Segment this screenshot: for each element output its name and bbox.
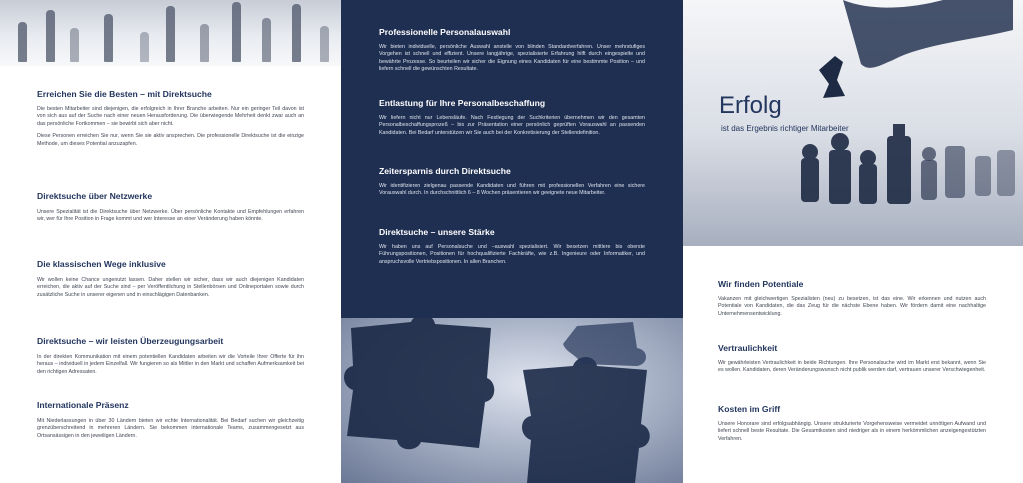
section-title: Professionelle Personalauswahl	[379, 27, 511, 37]
section-title: Kosten im Griff	[718, 404, 781, 414]
section-body	[718, 421, 986, 443]
chess-photo	[683, 0, 1023, 246]
section-body	[37, 209, 304, 224]
section-body	[37, 354, 304, 376]
crowd-photo	[0, 0, 341, 66]
hero-subtitle: ist das Ergebnis richtiger Mitarbeiter	[721, 124, 849, 133]
panel-right	[683, 0, 1023, 483]
puzzle-pieces-illustration	[341, 318, 683, 483]
section-title: Internationale Präsenz	[37, 400, 129, 410]
section-title: Erreichen Sie die Besten – mit Direktsuche	[37, 89, 212, 99]
section-body	[37, 418, 304, 440]
section-body	[718, 296, 986, 318]
puzzle-photo	[341, 318, 683, 483]
section-title: Die klassischen Wege inklusive	[37, 259, 166, 269]
section-title: Direktsuche – unsere Stärke	[379, 227, 495, 237]
paragraph: Diese Personen erreichen Sie nur, wenn Sie sie aktiv ansprechen. Die professionelle Direktsuche ist die einzige Methode, um dieses Potential anzuzapfen.	[37, 133, 304, 147]
section-body	[379, 115, 645, 137]
paragraph: In der direkten Kommunikation mit einem potentiellen Kandidaten arbeiten wir die Vorteile Ihrer Offerte für ihn heraus – individuell in jedem Einzelfall. Wir fungieren so als Mittler in den Markt und schaffen Aufmerksamkeit bei den richtigen Adressaten.	[37, 354, 304, 375]
hero-title: Erfolg	[719, 92, 782, 119]
paragraph: Mit Niederlassungen in über 30 Ländern bieten wir echte Internationalität. Bei Bedarf suchen wir gleichzeitig grenzüberschreitend in mehreren Ländern. Sie bekommen internationale Teams, zusammengesetzt aus Ortsansässigen in den jeweiligen Ländern.	[37, 418, 304, 439]
section-body	[37, 277, 304, 299]
paragraph: Wir identifizieren zielgenau passende Kandidaten und führen mit professionellen Verfahren eine sichere Vorauswahl durch. In durchschnittlich 6 – 8 Wochen präsentieren wir geeignete neue Mitarbeiter.	[379, 183, 645, 197]
paragraph: Wir liefern nicht nur Lebensläufe. Nach Festlegung der Suchkriterien übernehmen wir den gesamten Personalbeschaffungsprozeß – bis zur Präsentation einer persönlich geprüften Vorauswahl an passenden Kandidaten. Bei Bedarf unterstützen wir Sie auch bei der Konkretisierung der Stellendefinition.	[379, 115, 645, 136]
section-title: Entlastung für Ihre Personalbeschaffung	[379, 98, 546, 108]
section-title: Direktsuche – wir leisten Überzeugungsarbeit	[37, 336, 224, 346]
paragraph: Die besten Mitarbeiter sind diejenigen, die erfolgreich in Ihrer Branche arbeiten. Nur ein geringer Teil davon ist von sich aus auf der Suche nach einer neuen Herausforderung. Die überwiegende Mehrheit denkt zwar auch an das persönliche Fortkommen – sie bewirbt sich aber nicht.	[37, 106, 304, 127]
paragraph: Vakanzen mit gleichwertigen Spezialisten (neu) zu besetzen, ist das eine. Wir erkennen und nutzen auch Potentiale von Kandidaten, die das Zeug für die nächste Ebene haben. Wir fördern damit eine nachhaltige Unternehmensentwicklung.	[718, 296, 986, 317]
paragraph: Wir gewährleisten Vertraulichkeit in beide Richtungen. Ihre Personalsuche wird im Markt erst bekannt, wenn Sie es wollen. Kandidaten, deren Veränderungswunsch nicht publik werden darf, vertrauen unserer Verschwiegenheit.	[718, 360, 986, 374]
paragraph: Unsere Honorare sind erfolgsabhängig. Unsere strukturierte Vorgehensweise vermeidet unnötigen Aufwand und liefert schnell beste Resultate. Die Gesamtkosten sind niedriger als in einem herkömmlichen anzeigengestützten Verfahren.	[718, 421, 986, 442]
section-body	[37, 106, 304, 148]
section-body	[718, 360, 986, 375]
section-body	[379, 183, 645, 198]
paragraph: Wir wollen keine Chance ungenutzt lassen. Daher stellen wir sicher, dass wir auch diejenigen Kandidaten erreichen, die aktiv auf der Suche sind – per Veröffentlichung in Stellenbörsen und Onlineportalen sowie durch zusätzliche Suche in unserer eigenen und in einschlägigen Datenbanken.	[37, 277, 304, 298]
paragraph: Unsere Spezialität ist die Direktsuche über Netzwerke. Über persönliche Kontakte und Empfehlungen erfahren wir, wer für Ihre Position in Frage kommt und wer Interesse an einer Veränderung haben könnte.	[37, 209, 304, 223]
panel-middle	[341, 0, 683, 483]
paragraph: Wir haben uns auf Personalsuche und –auswahl spezialisiert. Wir besetzen mittlere bis oberste Führungspositionen, Positionen für hochqualifizierte Fachkräfte, wie z.B. Ingenieure oder Informatiker, und anspruchsvolle Vertriebspositionen. In allen Branchen.	[379, 244, 645, 265]
section-body	[379, 44, 645, 74]
section-title: Wir finden Potentiale	[718, 279, 804, 289]
section-title: Zeitersparnis durch Direktsuche	[379, 166, 511, 176]
section-body	[379, 244, 645, 266]
section-title: Vertraulichkeit	[718, 343, 778, 353]
paragraph: Wir bieten individuelle, persönliche Auswahl anstelle von blinden Standardverfahren. Unser mehrstufiges Vorgehen ist schnell und effizient. Unsere langjährige, spezialisierte Erfahrung hilft durch eingespielte und bewährte Prozesse. So beurteilen wir sicher die Eignung eines Kandidaten für eine bestimmte Position – und liefern schnell die gewünschten Resultate.	[379, 44, 645, 73]
panel-left	[0, 0, 341, 483]
section-title: Direktsuche über Netzwerke	[37, 191, 153, 201]
chess-pieces-illustration	[683, 0, 1023, 246]
